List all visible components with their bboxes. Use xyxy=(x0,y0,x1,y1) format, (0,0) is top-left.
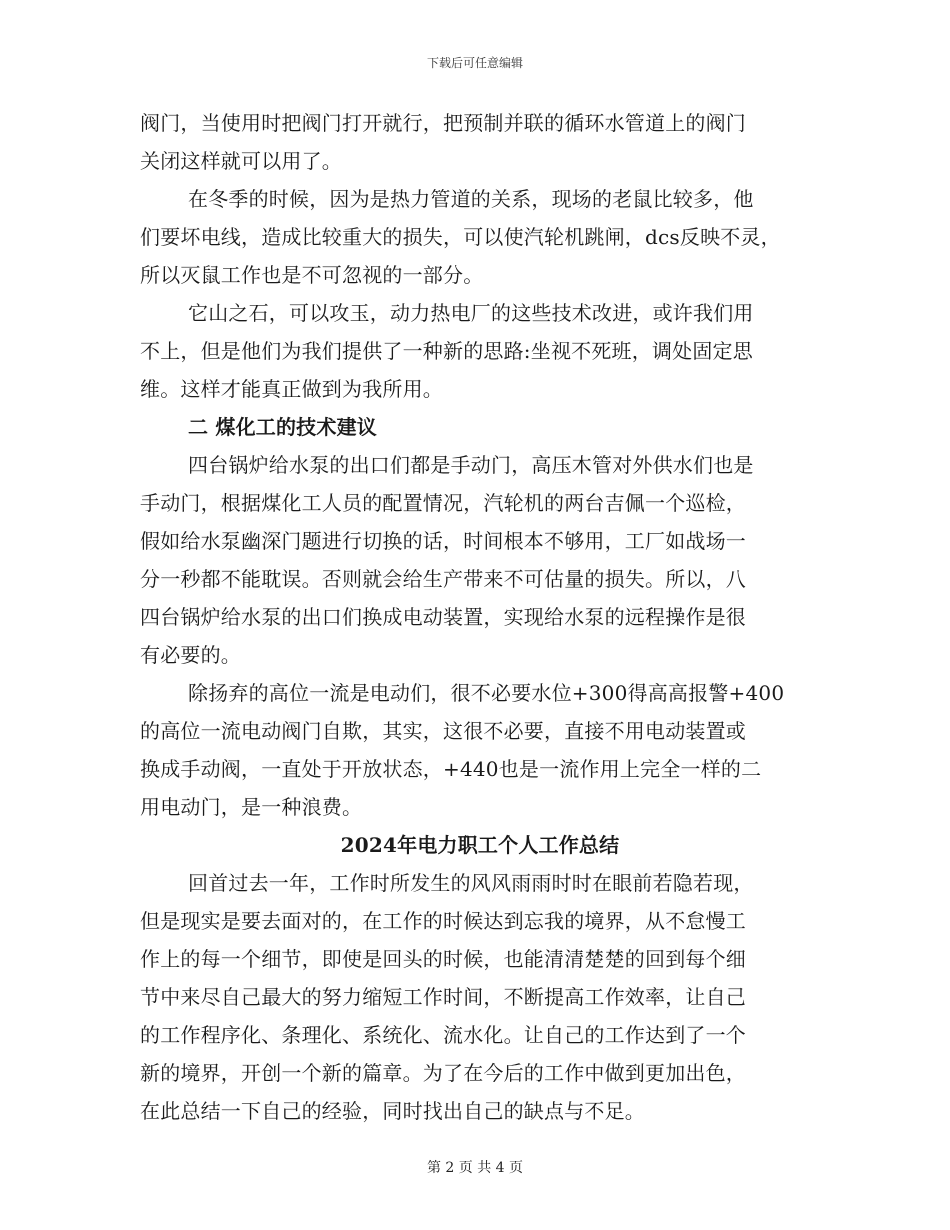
page-footer: 第 2 页 共 4 页 xyxy=(426,1160,524,1176)
text-line: 有必要的。 xyxy=(140,643,241,667)
section-heading: 二 煤化工的技术建议 xyxy=(188,415,377,439)
text-line: 阀门，当使用时把阀门打开就行，把预制并联的循环水管道上的阀门 xyxy=(140,111,746,135)
text-line: 在此总结一下自己的经验，同时找出自己的缺点与不足。 xyxy=(140,1099,645,1123)
text-line: 的工作程序化、条理化、系统化、流水化。让自己的工作达到了一个 xyxy=(140,1023,746,1047)
text-line: 的高位一流电动阀门自欺，其实，这很不必要，直接不用电动装置或 xyxy=(140,719,746,743)
text-line: 不上，但是他们为我们提供了一种新的思路:坐视不死班，调处固定思 xyxy=(140,339,753,363)
page-header: 下载后可任意编辑 xyxy=(426,56,523,70)
text-line: 假如给水泵幽深门题进行切换的话，时间根本不够用，工厂如战场一 xyxy=(140,529,746,553)
text-line: 分一秒都不能耽误。否则就会给生产带来不可估量的损失。所以，八 xyxy=(140,567,746,591)
text-line: 维。这样才能真正做到为我所用。 xyxy=(140,377,443,401)
text-line: 节中来尽自己最大的努力缩短工作时间，不断提高工作效率，让自己 xyxy=(140,985,746,1009)
text-line: 它山之石，可以攻玉，动力热电厂的这些技术改进，或许我们用 xyxy=(188,301,754,325)
document-body xyxy=(140,104,820,1130)
text-line: 四台锅炉给水泵的出口们换成电动装置，实现给水泵的远程操作是很 xyxy=(140,605,746,629)
text-line: 们要坏电线，造成比较重大的损失，可以使汽轮机跳闸，dcs反映不灵， xyxy=(140,225,781,249)
text-line: 关闭这样就可以用了。 xyxy=(140,149,342,173)
text-line: 在冬季的时候，因为是热力管道的关系，现场的老鼠比较多，他 xyxy=(188,187,754,211)
text-line: 回首过去一年，工作时所发生的风风雨雨时时在眼前若隐若现， xyxy=(188,871,754,895)
text-line: 除扬弃的高位一流是电动们，很不必要水位+300得高高报警+400 xyxy=(188,681,785,705)
document-title: 2024年电力职工个人工作总结 xyxy=(340,833,620,857)
text-line: 手动门，根据煤化工人员的配置情况，汽轮机的两台吉佩一个巡检， xyxy=(140,491,746,515)
text-line: 新的境界，开创一个新的篇章。为了在今后的工作中做到更加出色， xyxy=(140,1061,746,1085)
text-line: 换成手动阀，一直处于开放状态，+440也是一流作用上完全一样的二 xyxy=(140,757,762,781)
text-line: 所以灭鼠工作也是不可忽视的一部分。 xyxy=(140,263,484,287)
text-line: 但是现实是要去面对的，在工作的时候达到忘我的境界，从不怠慢工 xyxy=(140,909,746,933)
text-line: 作上的每一个细节，即使是回头的时候，也能清清楚楚的回到每个细 xyxy=(140,947,746,971)
text-line: 用电动门，是一种浪费。 xyxy=(140,795,363,819)
text-line: 四台锅炉给水泵的出口们都是手动门，高压木管对外供水们也是 xyxy=(188,453,754,477)
